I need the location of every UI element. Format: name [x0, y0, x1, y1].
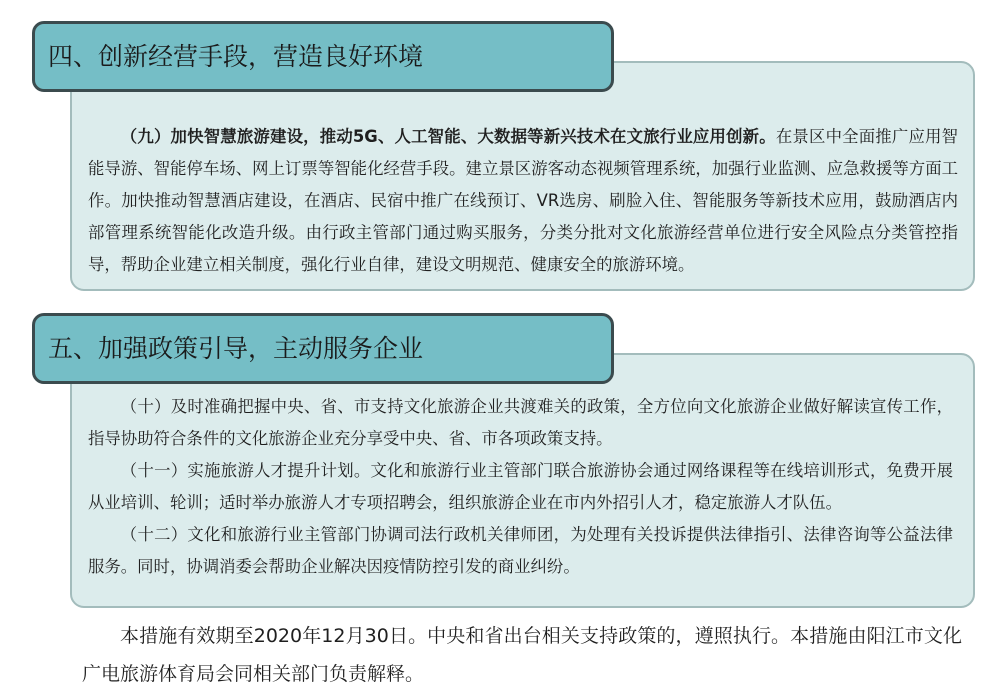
- section-5-heading-text: 五、加强政策引导，主动服务企业: [48, 334, 424, 363]
- section-4-heading-text: 四、创新经营手段，营造良好环境: [48, 42, 424, 71]
- validity-statement: 本措施有效期至2020年12月30日。中央和省出台相关支持政策的，遵照执行。本措施由阳江市文化广电旅游体育局会同相关部门负责解释。: [82, 625, 962, 685]
- item-12: （十二）文化和旅游行业主管部门协调司法行政机关律师团，为处理有关投诉提供法律指引、法律咨询等公益法律服务。同时，协调消委会帮助企业解决因疫情防控引发的商业纠纷。: [88, 525, 953, 576]
- item-11: （十一）实施旅游人才提升计划。文化和旅游行业主管部门联合旅游协会通过网络课程等在线培训形式，免费开展从业培训、轮训；适时举办旅游人才专项招聘会，组织旅游企业在市内外招引人才，稳定旅游人才队伍。: [88, 461, 953, 512]
- section-4-heading: [32, 21, 614, 92]
- item-10: （十）及时准确把握中央、省、市支持文化旅游企业共渡难关的政策，全方位向文化旅游企业做好解读宣传工作，指导协助符合条件的文化旅游企业充分享受中央、省、市各项政策支持。: [88, 397, 953, 448]
- item-9-lead: （九）加快智慧旅游建设，推动5G、人工智能、大数据等新兴技术在文旅行业应用创新。: [120, 127, 776, 146]
- section-5-heading: [32, 313, 614, 384]
- section-4-item-9: [88, 121, 958, 281]
- section-5-items: [88, 391, 953, 583]
- item-9-body: 在景区中全面推广应用智能导游、智能停车场、网上订票等智能化经营手段。建立景区游客动态视频管理系统，加强行业监测、应急救援等方面工作。加快推动智慧酒店建设，在酒店、民宿中推广在线预订、VR选房、刷脸入住、智能服务等新技术应用，鼓励酒店内部管理系统智能化改造升级。由行政主管部门通过购买服务，分类分批对文化旅游经营单位进行安全风险点分类管控指导，帮助企业建立相关制度，强化行业自律，建设文明规范、健康安全的旅游环境。: [88, 127, 959, 274]
